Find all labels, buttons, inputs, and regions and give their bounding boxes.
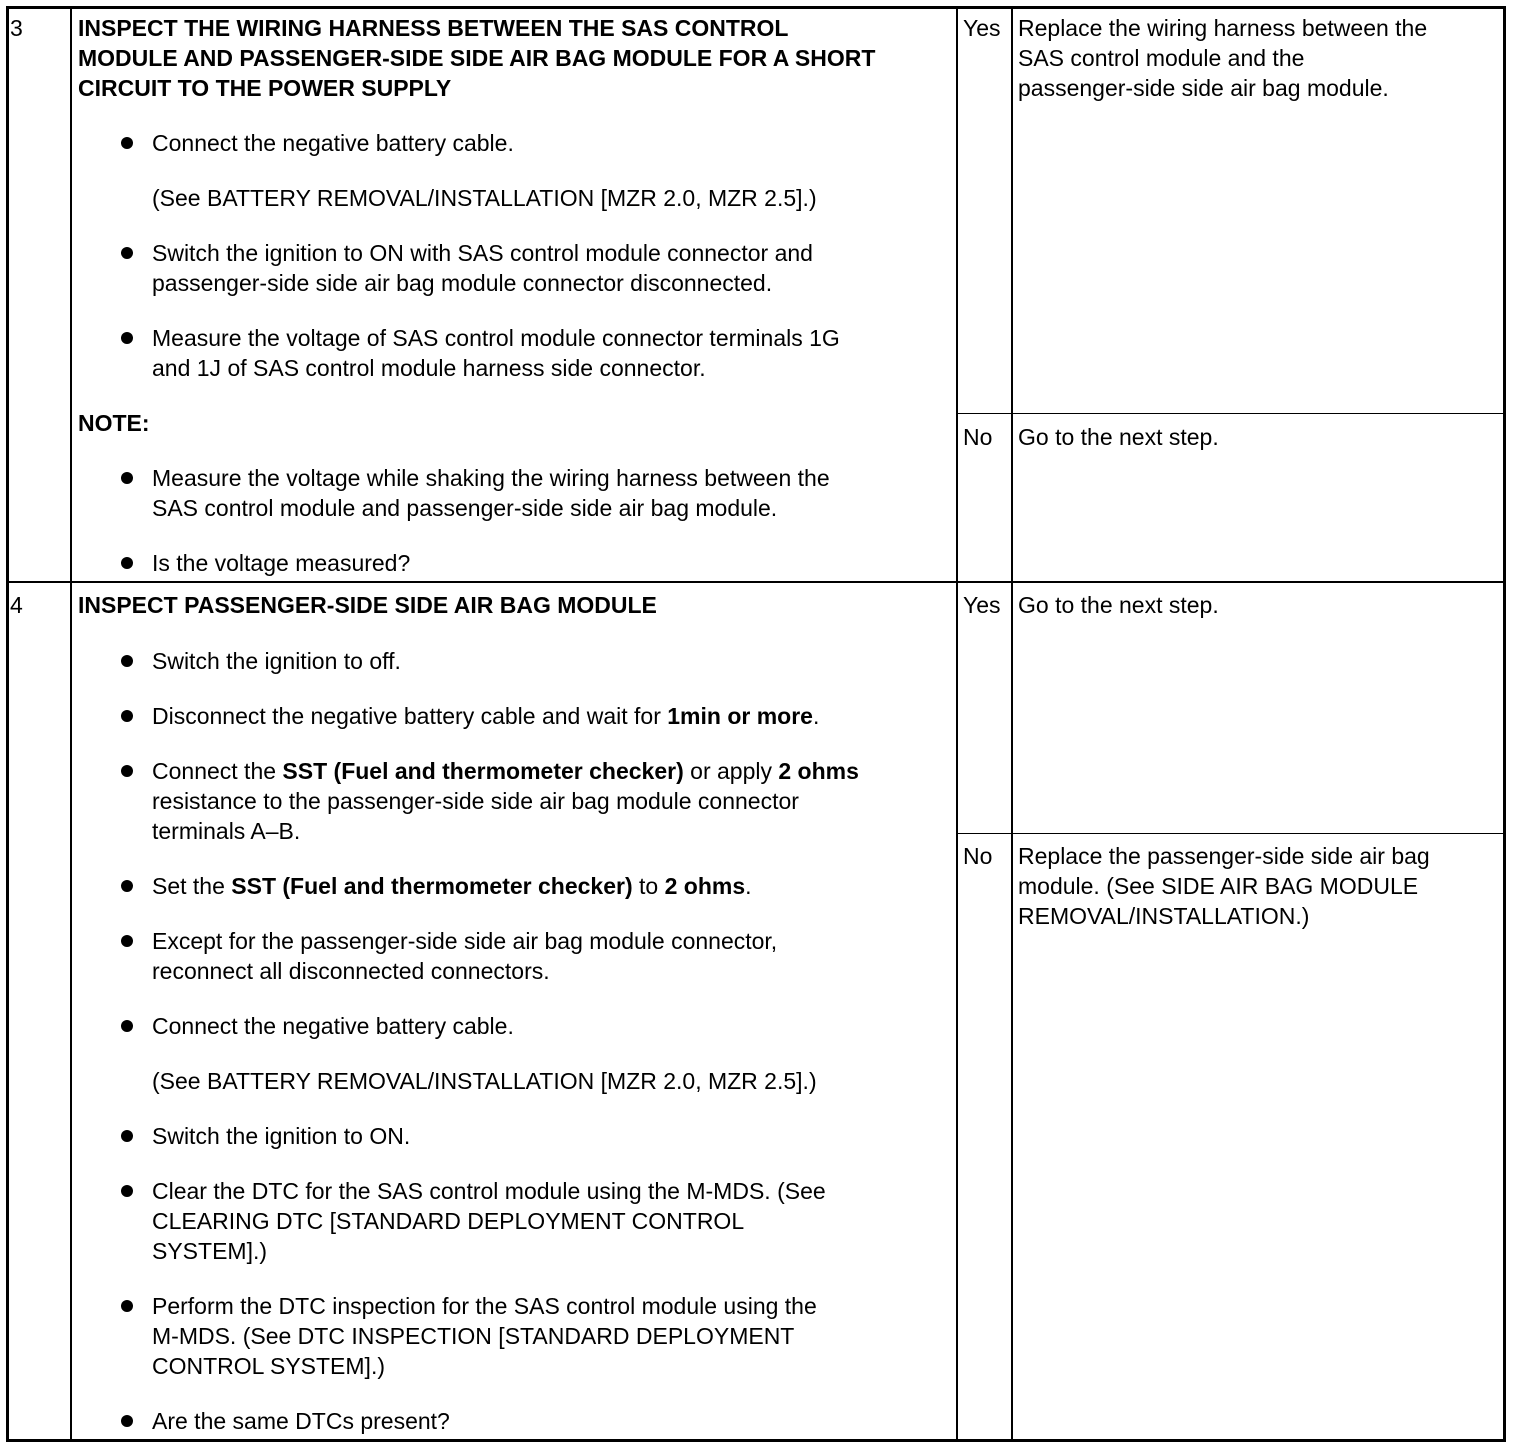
no-result-text: module. (See SIDE AIR BAG MODULE: [1018, 873, 1419, 899]
instruction-text: Measure the voltage of SAS control module connector terminals 1G: [152, 325, 840, 351]
instruction-text: Switch the ignition to ON with SAS control module connector and: [152, 240, 813, 266]
instruction-text-part: or apply: [683, 758, 779, 784]
instruction-text: Except for the passenger-side side air bag module connector,: [152, 928, 778, 954]
instruction-text: passenger-side side air bag module connector disconnected.: [152, 270, 773, 296]
reference-text: (See BATTERY REMOVAL/INSTALLATION [MZR 2.0, MZR 2.5].): [152, 1068, 817, 1094]
instruction-text-part: Set the: [152, 873, 232, 899]
yes-result-text: passenger-side side air bag module.: [1018, 75, 1389, 101]
emphasis-text: SST (Fuel and thermometer checker): [282, 758, 684, 784]
question-text: Is the voltage measured?: [152, 550, 411, 576]
emphasis-text: 2 ohms: [664, 873, 746, 899]
step-title: INSPECT PASSENGER-SIDE SIDE AIR BAG MODULE: [78, 592, 657, 618]
instruction-text: Perform the DTC inspection for the SAS control module using the: [152, 1293, 817, 1319]
instruction-text: Switch the ignition to ON.: [152, 1123, 411, 1149]
yes-result-text: SAS control module and the: [1018, 45, 1305, 71]
instruction-text: terminals A–B.: [152, 818, 301, 844]
instruction-text: SYSTEM].): [152, 1238, 268, 1264]
bullet-icon: [121, 765, 133, 777]
bullet-icon: [121, 332, 133, 344]
column-divider-answer: [1011, 8, 1013, 1440]
column-divider-number: [70, 8, 72, 1440]
no-result-text: REMOVAL/INSTALLATION.): [1018, 903, 1310, 929]
emphasis-text: SST (Fuel and thermometer checker): [231, 873, 633, 899]
bullet-icon: [121, 1300, 133, 1312]
instruction-text: Clear the DTC for the SAS control module using the M-MDS. (See: [152, 1178, 826, 1204]
bullet-icon: [121, 710, 133, 722]
instruction-text-part: Connect the: [152, 758, 283, 784]
bullet-icon: [121, 137, 133, 149]
reference-text: (See BATTERY REMOVAL/INSTALLATION [MZR 2.0, MZR 2.5].): [152, 185, 817, 211]
bullet-icon: [121, 472, 133, 484]
emphasis-text: 2 ohms: [778, 758, 859, 784]
instruction-text: CLEARING DTC [STANDARD DEPLOYMENT CONTROL: [152, 1208, 745, 1234]
yes-no-divider-step-3: [957, 413, 1505, 414]
yes-result-text: Go to the next step.: [1018, 592, 1219, 618]
step-number: 3: [10, 15, 23, 41]
no-result-text: Replace the passenger-side side air bag: [1018, 843, 1430, 869]
bullet-icon: [121, 247, 133, 259]
instruction-text-part: to: [632, 873, 665, 899]
emphasis-text: 1min or more: [667, 703, 813, 729]
step-title: CIRCUIT TO THE POWER SUPPLY: [78, 75, 452, 101]
bullet-icon: [121, 1415, 133, 1427]
instruction-text: reconnect all disconnected connectors.: [152, 958, 550, 984]
instruction-text-part: .: [812, 703, 820, 729]
instruction-text: and 1J of SAS control module harness side connector.: [152, 355, 706, 381]
bullet-icon: [121, 1130, 133, 1142]
instruction-text: [152, 871, 752, 901]
bullet-icon: [121, 655, 133, 667]
step-title: MODULE AND PASSENGER-SIDE SIDE AIR BAG MODULE FOR A SHORT: [78, 45, 876, 71]
column-divider-action: [956, 8, 958, 1440]
bullet-icon: [121, 557, 133, 569]
bullet-icon: [121, 880, 133, 892]
instruction-text-part: Disconnect the negative battery cable and wait for: [152, 703, 668, 729]
instruction-text: SAS control module and passenger-side side air bag module.: [152, 495, 778, 521]
step-number: 4: [10, 592, 23, 618]
bullet-icon: [121, 1020, 133, 1032]
row-divider: [8, 581, 1504, 583]
instruction-text: Connect the negative battery cable.: [152, 130, 514, 156]
instruction-text: CONTROL SYSTEM].): [152, 1353, 385, 1379]
instruction-text: resistance to the passenger-side side air bag module connector: [152, 788, 799, 814]
yes-label: Yes: [963, 15, 1001, 41]
step-title: INSPECT THE WIRING HARNESS BETWEEN THE SAS CONTROL: [78, 15, 789, 41]
yes-label: Yes: [963, 592, 1001, 618]
instruction-text: [152, 756, 859, 786]
yes-result-text: Replace the wiring harness between the: [1018, 15, 1428, 41]
instruction-text: Measure the voltage while shaking the wiring harness between the: [152, 465, 830, 491]
instruction-text: Switch the ignition to off.: [152, 648, 401, 674]
question-text: Are the same DTCs present?: [152, 1408, 450, 1434]
instruction-text-part: .: [745, 873, 752, 899]
yes-no-divider-step-4: [957, 833, 1505, 834]
no-result-text: Go to the next step.: [1018, 424, 1219, 450]
instruction-text: [152, 701, 819, 731]
instruction-text: M-MDS. (See DTC INSPECTION [STANDARD DEPLOYMENT: [152, 1323, 795, 1349]
note-label: NOTE:: [78, 410, 150, 436]
bullet-icon: [121, 935, 133, 947]
instruction-text: Connect the negative battery cable.: [152, 1013, 514, 1039]
no-label: No: [963, 424, 993, 450]
bullet-icon: [121, 1185, 133, 1197]
no-label: No: [963, 843, 993, 869]
